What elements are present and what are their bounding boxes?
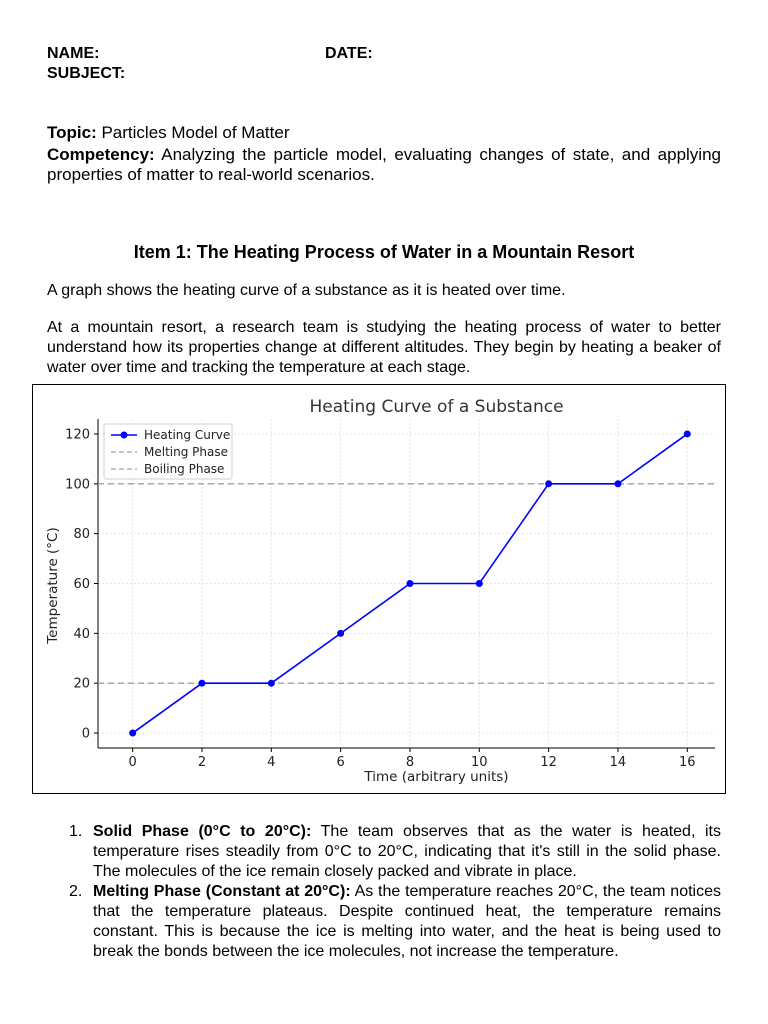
legend-label: Heating Curve	[144, 428, 231, 442]
x-tick-label: 10	[471, 755, 488, 770]
topic-label: Topic:	[47, 123, 97, 142]
x-tick-label: 16	[678, 755, 696, 770]
topic-value: Particles Model of Matter	[101, 123, 290, 142]
x-tick-label: 4	[267, 755, 276, 770]
data-point	[337, 630, 344, 637]
list-item	[47, 822, 721, 882]
list-item-text: As the temperature reaches 20°C, the team notices that the temperature plateaus. Despite continued heat, the temperature remains constant. This is because the ice is melting into water, and the heat is being used to break the bonds between the ice molecules, not increase the temperature.	[93, 883, 721, 960]
intro-paragraph: A graph shows the heating curve of a substance as it is heated over time.	[47, 282, 566, 299]
chart-title: Heating Curve of a Substance	[309, 397, 564, 417]
data-point	[129, 730, 136, 737]
competency-line	[47, 145, 721, 185]
competency-value: Analyzing the particle model, evaluating changes of state, and applying properties of matter to real-world scenarios.	[47, 145, 721, 184]
heating-curve-chart	[33, 385, 725, 793]
y-tick-label: 100	[65, 477, 90, 493]
list-item	[47, 882, 721, 962]
y-axis-label: Temperature (°C)	[45, 527, 61, 644]
competency-label: Competency:	[47, 145, 155, 164]
list-item-title: Solid Phase (0°C to 20°C):	[93, 823, 312, 840]
topic-line	[47, 123, 721, 143]
data-point	[268, 680, 275, 687]
scenario-paragraph: At a mountain resort, a research team is studying the heating process of water to better understand how its properties change at different altitudes. They begin by heating a beaker of water over time and tracking the temperature at each stage.	[47, 319, 721, 376]
x-tick-label: 8	[405, 755, 415, 770]
data-point	[198, 680, 205, 687]
data-point	[476, 580, 483, 587]
y-tick-label: 0	[81, 726, 90, 742]
item-title: Item 1: The Heating Process of Water in a Mountain Resort	[133, 242, 635, 262]
data-point	[545, 480, 552, 487]
data-point	[684, 430, 691, 437]
phase-list	[47, 822, 721, 962]
list-item-number: 2.	[69, 883, 83, 900]
x-tick-label: 0	[128, 755, 137, 770]
name-label: NAME:	[47, 45, 100, 62]
list-item-number: 1.	[69, 823, 83, 840]
subject-label: SUBJECT:	[47, 65, 126, 82]
legend-label: Boiling Phase	[144, 462, 225, 476]
y-tick-label: 80	[73, 527, 90, 543]
y-tick-label: 20	[73, 676, 90, 692]
x-axis-label: Time (arbitrary units)	[364, 769, 509, 785]
legend-marker	[121, 432, 128, 439]
list-item-text: The team observes that as the water is heated, its temperature rises steadily from 0°C to 20°C, indicating that it's still in the solid phase. The molecules of the ice remain closely packed and vibrate in place.	[93, 823, 722, 880]
x-tick-label: 12	[540, 755, 557, 770]
list-item-title: Melting Phase (Constant at 20°C):	[93, 883, 351, 900]
y-tick-label: 40	[73, 626, 90, 642]
x-tick-label: 2	[197, 755, 207, 770]
data-point	[614, 480, 621, 487]
x-tick-label: 14	[609, 755, 627, 770]
data-point	[406, 580, 413, 587]
y-tick-label: 60	[73, 577, 90, 592]
y-tick-label: 120	[65, 427, 90, 443]
x-tick-label: 6	[336, 755, 345, 770]
legend-label: Melting Phase	[144, 445, 228, 459]
date-label: DATE:	[325, 45, 373, 62]
heating-curve-chart-frame	[32, 384, 726, 794]
